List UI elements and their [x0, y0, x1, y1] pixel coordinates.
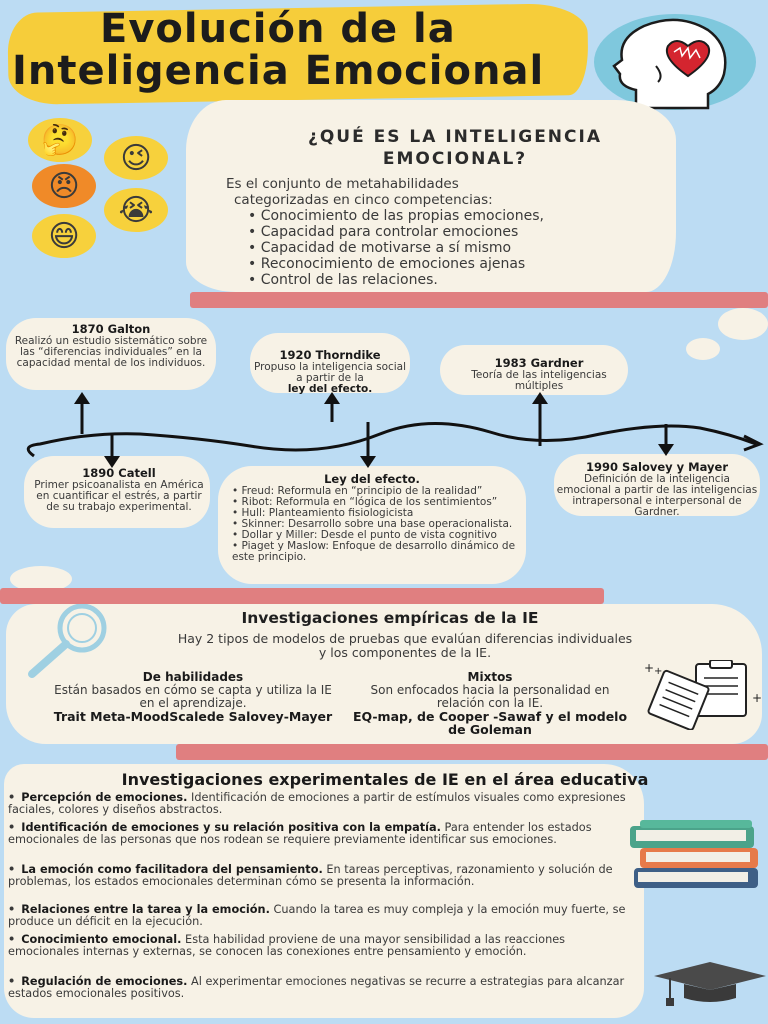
documents-icon — [640, 660, 764, 730]
decor-dot — [686, 338, 720, 360]
timeline-salovey — [556, 460, 758, 518]
list-item: • Capacidad de motivarse a sí mismo — [248, 240, 666, 256]
item-bold: Conocimiento emocional. — [21, 933, 182, 946]
list-item: • Freud: Reformula en “principio de la realidad” — [232, 485, 483, 497]
timeline-ley — [222, 472, 522, 563]
timeline-galton — [8, 322, 214, 369]
list-item: • Relaciones entre la tarea y la emoción. Cuando la tarea es muy compleja y la emoción muy fuerte, se produce un déficit en la ejecución. — [8, 903, 626, 928]
list-item: • Conocimiento emocional. Esta habilidad proviene de una mayor sensibilidad a las reacciones emocionales internas y externas, se conocen las conexiones entre pensamiento y emoción. — [8, 933, 566, 958]
list-item: • Skinner: Desarrollo sobre una base operacionalista. — [232, 518, 513, 530]
head-heart-icon — [608, 16, 748, 112]
thorndike-bold: ley del efecto. — [287, 383, 373, 395]
left-strong: Trait Meta-MoodScalede Salovey-Mayer — [53, 709, 333, 724]
galton-text: Realizó un estudio sistemático sobre las “diferencias individuales” en la capacidad mental de los individuos. — [14, 335, 208, 369]
list-item: • Percepción de emociones. Identificación de emociones a partir de estímulos visuales como expresiones faciales, colores y diseños abstractos. — [8, 791, 626, 816]
empirical-left — [48, 670, 338, 723]
graduation-cap-icon — [650, 958, 768, 1008]
item-bold: Percepción de emociones. — [21, 791, 188, 804]
question-line-2: EMOCIONAL? — [382, 149, 528, 169]
intro-question — [230, 126, 680, 170]
item-bold: La emoción como facilitadora del pensamiento. — [21, 863, 323, 876]
catell-title: 1890 Catell — [82, 466, 156, 480]
intro-lead-1: Es el conjunto de metahabilidades — [226, 176, 459, 192]
decor-dot — [718, 308, 768, 340]
competency-list — [226, 208, 666, 288]
empirical-subtitle — [60, 632, 750, 660]
divider-stripe — [190, 292, 768, 308]
svg-text:+: + — [644, 661, 655, 675]
crying-emoji-icon: 😭 — [104, 188, 168, 232]
intro-body — [226, 176, 666, 288]
laughing-emoji-icon: 😄 — [32, 214, 96, 258]
ley-title: Ley del efecto. — [324, 472, 420, 486]
title-line-1: Evolución de la — [100, 6, 456, 52]
thorndike-title: 1920 Thorndike — [279, 348, 381, 362]
list-item: • Capacidad para controlar emociones — [248, 224, 666, 240]
page-title — [12, 8, 544, 92]
timeline-catell — [30, 466, 208, 513]
left-text: Están basados en cómo se capta y utiliza la IE en el aprendizaje. — [54, 683, 332, 710]
catell-text: Primer psicoanalista en América en cuantificar el estrés, a partir de su trabajo experimental. — [34, 479, 204, 513]
right-strong: EQ-map, de Cooper -Sawaf y el modelo de Goleman — [352, 709, 628, 737]
list-item: • Piaget y Maslow: Enfoque de desarrollo dinámico de este principio. — [232, 540, 516, 563]
empirical-subtitle-2: y los componentes de la IE. — [318, 645, 492, 660]
books-icon — [630, 818, 766, 892]
thinking-emoji-icon: 🤔 — [28, 118, 92, 162]
galton-title: 1870 Galton — [71, 322, 151, 336]
svg-text:+: + — [752, 691, 763, 705]
salovey-text: Definición de la inteligencia emocional a partir de las inteligencias intrapersonal e interpersonal de Gardner. — [556, 473, 758, 518]
list-item: • Hull: Planteamiento fisiologicista — [232, 507, 414, 519]
list-item: • Reconocimiento de emociones ajenas — [248, 256, 666, 272]
list-item: • Regulación de emociones. Al experimentar emociones negativas se recurre a estrategias para alcanzar estados emocionales positivos. — [8, 975, 625, 1000]
item-bold: Relaciones entre la tarea y la emoción. — [21, 903, 270, 916]
right-text: Son enfocados hacia la personalidad en relación con la IE. — [370, 683, 610, 710]
divider-stripe — [0, 588, 604, 604]
ley-list — [222, 486, 522, 563]
list-item: • Identificación de emociones y su relación positiva con la empatía. Para entender los estados emocionales de las personas que nos rodean se requiere previamente identificar sus emociones. — [8, 821, 592, 846]
thorndike-text: Propuso la inteligencia social a partir de la — [253, 361, 407, 384]
empirical-subtitle-1: Hay 2 tipos de modelos de pruebas que evalúan diferencias individuales — [177, 631, 633, 646]
item-text: Cuando la tarea es muy compleja y la emoción muy fuerte, se produce un déficit en la ejecución. — [8, 903, 626, 928]
gardner-text: Teoría de las inteligencias múltiples — [471, 369, 607, 392]
item-text: Identificación de emociones a partir de estímulos visuales como expresiones faciales, colores y diseños abstractos. — [8, 791, 626, 816]
svg-text:+: + — [654, 666, 663, 677]
list-item: • Conocimiento de las propias emociones, — [248, 208, 666, 224]
item-text: En tareas perceptivas, razonamiento y solución de problemas, los estados emocionales determinan cómo se presenta la información. — [8, 863, 613, 888]
title-line-2: Inteligencia Emocional — [12, 48, 545, 94]
item-bold: Regulación de emociones. — [21, 975, 188, 988]
list-item: • La emoción como facilitadora del pensamiento. En tareas perceptivas, razonamiento y solución de problemas, los estados emocionales determinan cómo se presenta la información. — [8, 863, 613, 888]
divider-stripe — [176, 744, 768, 760]
item-bold: Identificación de emociones y su relación positiva con la empatía. — [21, 821, 441, 834]
timeline-thorndike — [252, 348, 408, 395]
experimental-title: Investigaciones experimentales de IE en el área educativa — [121, 770, 649, 789]
timeline-gardner — [446, 356, 632, 392]
gardner-title: 1983 Gardner — [494, 356, 584, 370]
salovey-title: 1990 Salovey y Mayer — [585, 460, 728, 474]
item-text: Al experimentar emociones negativas se recurre a estrategias para alcanzar estados emocionales positivos. — [8, 975, 625, 1000]
empirical-right — [350, 670, 630, 736]
left-title: De habilidades — [142, 670, 244, 684]
item-text: Esta habilidad proviene de una mayor sensibilidad a las reacciones emocionales internas y externas, se conocen las conexiones entre pensamiento y emoción. — [8, 933, 566, 958]
list-item: • Ribot: Reformula en “lógica de los sentimientos” — [232, 496, 498, 508]
intro-lead-2: categorizadas en cinco competencias: — [234, 192, 493, 208]
question-line-1: ¿QUÉ ES LA INTELIGENCIA — [307, 127, 602, 147]
list-item: • Dollar y Miller: Desde el punto de vista cognitivo — [232, 529, 497, 541]
empirical-title: Investigaciones empíricas de la IE — [241, 609, 539, 627]
item-text: Para entender los estados emocionales de las personas que nos rodean se requiere previamente identificar sus emociones. — [8, 821, 592, 846]
list-item: • Control de las relaciones. — [248, 272, 666, 288]
right-title: Mixtos — [467, 670, 513, 684]
angry-emoji-icon: 😠 — [32, 164, 96, 208]
wink-emoji-icon: 😉 — [104, 136, 168, 180]
